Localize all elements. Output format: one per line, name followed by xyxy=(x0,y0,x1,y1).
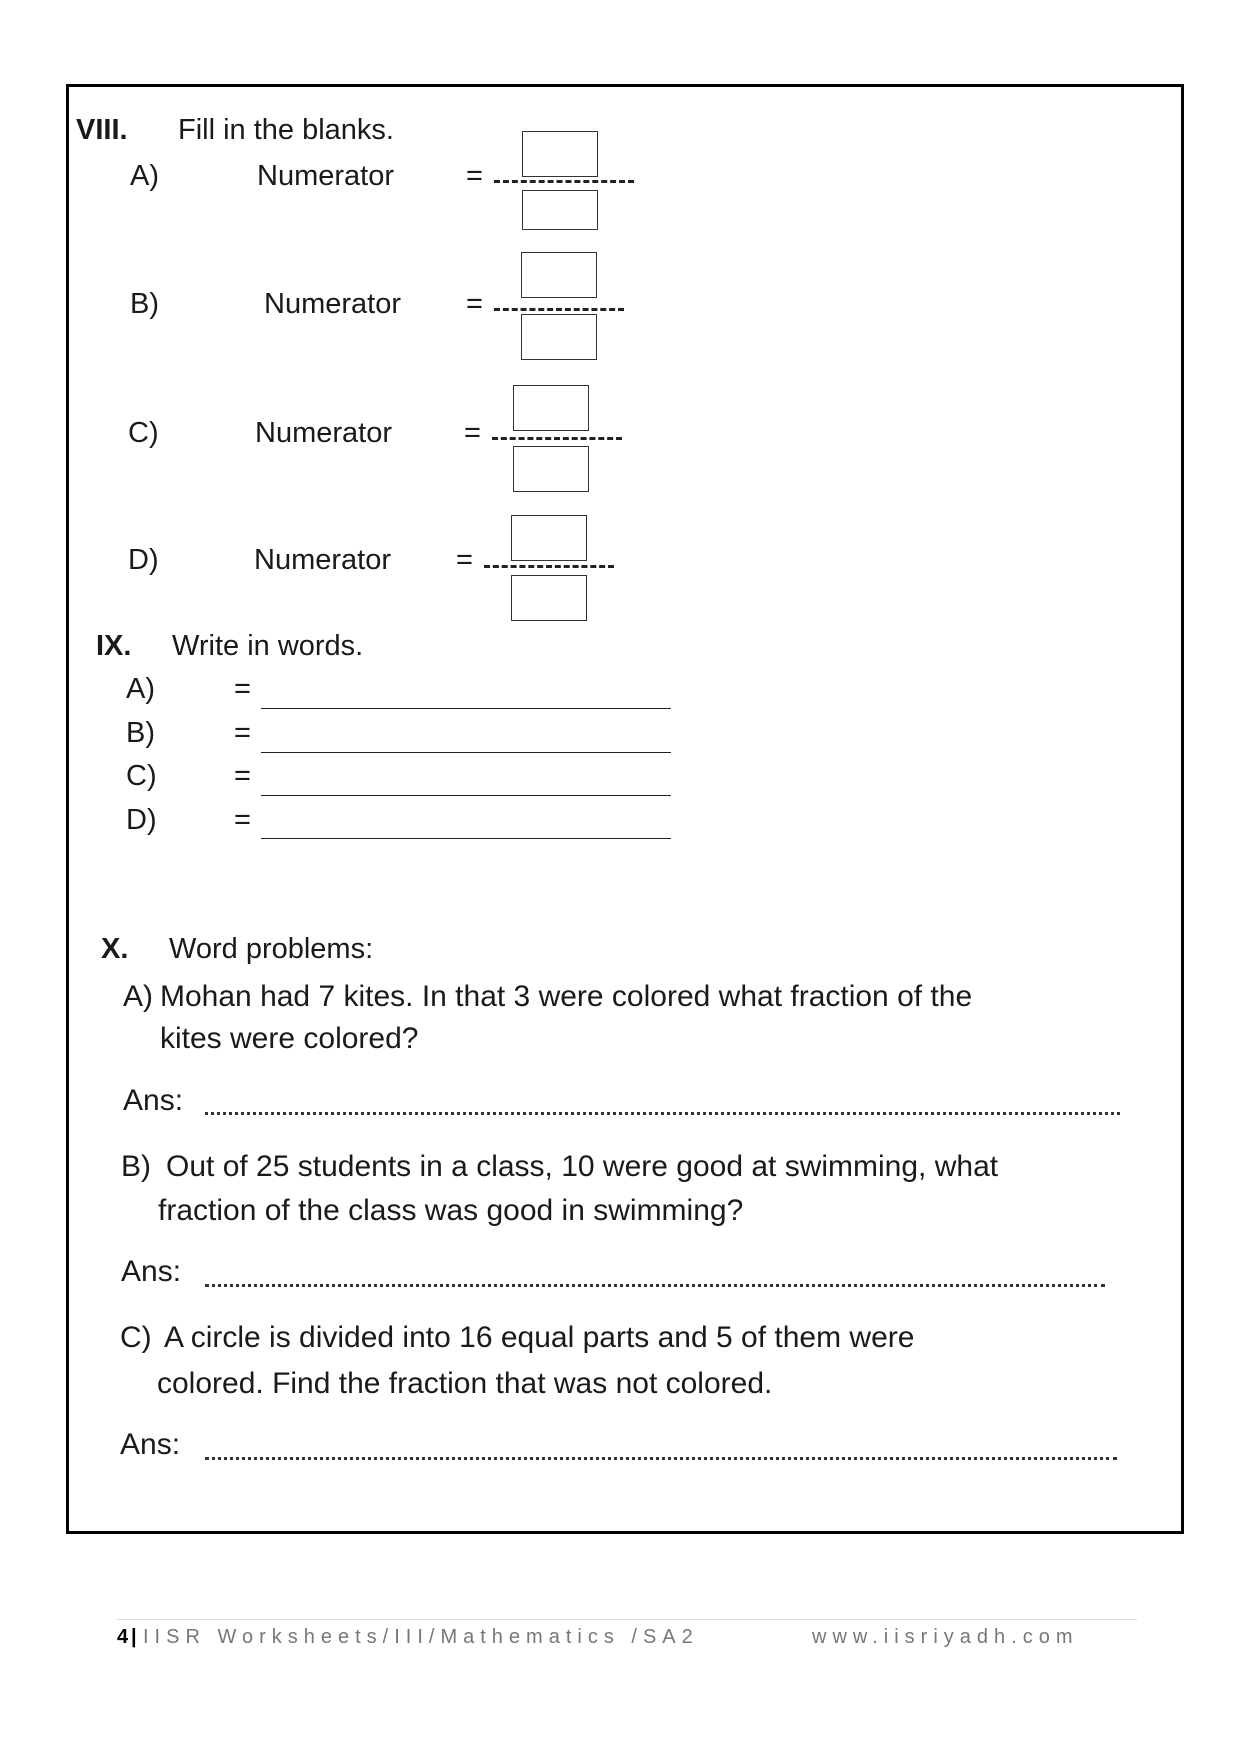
item-label: A) xyxy=(130,160,159,192)
answer-line[interactable] xyxy=(205,1457,1117,1460)
answer-label: Ans: xyxy=(120,1428,181,1461)
fraction-bar xyxy=(484,565,614,568)
answer-line[interactable] xyxy=(261,708,671,709)
item-label: D) xyxy=(128,544,159,576)
problem-text: Mohan had 7 kites. In that 3 were colored what fraction of the xyxy=(160,980,973,1013)
equals-sign: = xyxy=(234,760,251,792)
section-number: X. xyxy=(101,933,129,965)
equals-sign: = xyxy=(466,288,483,320)
problem-text: Out of 25 students in a class, 10 were good at swimming, what xyxy=(166,1150,999,1183)
fraction-bar xyxy=(494,180,634,183)
item-label: A) xyxy=(126,673,155,705)
numerator-box[interactable] xyxy=(522,131,598,177)
item-label: D) xyxy=(126,804,157,836)
equals-sign: = xyxy=(234,804,251,836)
item-text: Numerator xyxy=(255,417,392,449)
item-label: B) xyxy=(126,717,155,749)
problem-text: A circle is divided into 16 equal parts and 5 of them were xyxy=(164,1321,915,1354)
equals-sign: = xyxy=(234,673,251,705)
item-text: Numerator xyxy=(254,544,391,576)
section-number: VIII. xyxy=(76,114,128,146)
answer-line[interactable] xyxy=(261,795,671,796)
footer-website: www.iisriyadh.com xyxy=(812,1626,1079,1648)
denominator-box[interactable] xyxy=(522,190,598,230)
footer-title: IISR Worksheets/III/Mathematics /SA2 xyxy=(143,1626,699,1648)
item-label: A) xyxy=(123,980,153,1013)
numerator-box[interactable] xyxy=(513,385,589,431)
page-number: 4 xyxy=(117,1626,129,1648)
equals-sign: = xyxy=(234,717,251,749)
item-label: B) xyxy=(121,1150,151,1183)
section-title: Fill in the blanks. xyxy=(178,114,394,146)
section-title: Word problems: xyxy=(169,933,374,965)
item-label: C) xyxy=(128,417,159,449)
problem-text: colored. Find the fraction that was not colored. xyxy=(157,1367,773,1400)
problem-text: kites were colored? xyxy=(160,1022,419,1055)
problem-text: fraction of the class was good in swimming? xyxy=(158,1194,744,1227)
footer-divider xyxy=(117,1619,1137,1620)
item-text: Numerator xyxy=(264,288,401,320)
equals-sign: = xyxy=(464,417,481,449)
item-text: Numerator xyxy=(257,160,394,192)
equals-sign: = xyxy=(466,160,483,192)
equals-sign: = xyxy=(456,544,473,576)
item-label: B) xyxy=(130,288,159,320)
numerator-box[interactable] xyxy=(521,252,597,298)
answer-line[interactable] xyxy=(261,752,671,753)
answer-label: Ans: xyxy=(123,1084,184,1117)
answer-line[interactable] xyxy=(205,1284,1105,1287)
footer-separator: | xyxy=(131,1626,137,1648)
fraction-bar xyxy=(494,308,624,311)
answer-line[interactable] xyxy=(205,1112,1120,1115)
item-label: C) xyxy=(126,760,157,792)
answer-label: Ans: xyxy=(121,1255,182,1288)
item-label: C) xyxy=(120,1321,152,1354)
denominator-box[interactable] xyxy=(511,575,587,621)
denominator-box[interactable] xyxy=(513,446,589,492)
fraction-bar xyxy=(492,437,622,440)
answer-line[interactable] xyxy=(261,838,671,839)
section-number: IX. xyxy=(96,630,132,662)
section-title: Write in words. xyxy=(172,630,364,662)
denominator-box[interactable] xyxy=(521,314,597,360)
numerator-box[interactable] xyxy=(511,515,587,561)
